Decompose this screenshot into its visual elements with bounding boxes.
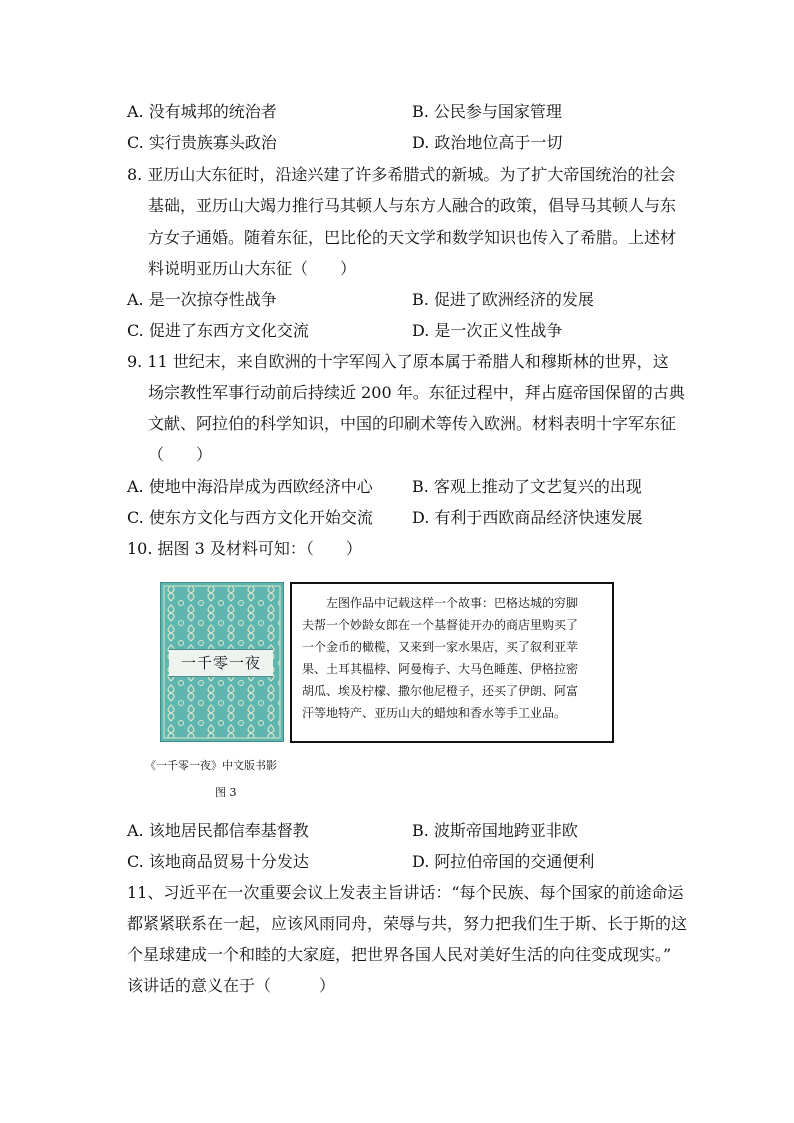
material-line-3: 一个金币的橄榄，又来到一家水果店，买了叙利亚苹 [302,640,579,654]
material-line-1: 左图作品中记载这样一个故事：巴格达城的穷脚 [302,596,579,610]
book-cover-image [160,582,284,742]
material-line-5: 胡瓜、埃及柠檬、撒尔他尼橙子，还买了伊朗、阿富 [302,684,579,698]
q8-stem-line-1: 8. 亚历山大东征时，沿途兴建了许多希腊式的新城。为了扩大帝国统治的社会 [127,165,676,184]
q7-option-d: D. 政治地位高于一切 [412,133,563,152]
q9-option-c: C. 使东方文化与西方文化开始交流 [127,508,373,527]
q8-stem-line-3: 方女子通婚。随着东征，巴比伦的天文学和数学知识也传入了希腊。上述材 [148,228,677,247]
material-line-4: 果、土耳其榅桲、阿曼梅子、大马色睡莲、伊格拉密 [302,662,579,676]
q7-option-b: B. 公民参与国家管理 [412,102,562,121]
material-line-6: 汗等地特产、亚历山大的蜡烛和香水等手工业品。 [302,706,567,720]
q8-option-d: D. 是一次正义性战争 [412,321,563,340]
q9-stem-line-4: （ ） [148,445,213,464]
q9-stem-line-2: 场宗教性军事行动前后持续近 200 年。东征过程中，拜占庭帝国保留的古典 [148,383,685,402]
q10-option-b: B. 波斯帝国地跨亚非欧 [412,821,578,840]
q11-stem-line-3: 个星球建成一个和睦的大家庭，把世界各国人民对美好生活的向往变成现实。” [127,945,672,964]
material-line-2: 夫帮一个妙龄女郎在一个基督徒开办的商店里购买了 [302,618,579,632]
q8-stem-line-2: 基础，亚历山大竭力推行马其顿人与东方人融合的政策，倡导马其顿人与东 [148,196,677,215]
q7-option-a: A. 没有城邦的统治者 [127,102,277,121]
figure-label: 图 3 [215,786,237,799]
q11-stem-line-1: 11、习近平在一次重要会议上发表主旨讲话：“每个民族、每个国家的前途命运 [127,883,684,902]
q9-stem-line-1: 9. 11 世纪末，来自欧洲的十字军闯入了原本属于希腊人和穆斯林的世界，这 [127,352,669,371]
figure-caption: 《一千零一夜》中文版书影 [145,759,277,772]
q8-option-c: C. 促进了东西方文化交流 [127,321,309,340]
q9-option-d: D. 有利于西欧商品经济快速发展 [412,508,643,527]
q7-option-c: C. 实行贵族寡头政治 [127,133,277,152]
q8-option-a: A. 是一次掠夺性战争 [127,290,277,309]
q8-stem-line-4: 料说明亚历山大东征（ ） [148,259,357,278]
q10-stem: 10. 据图 3 及材料可知：（ ） [127,539,362,558]
book-title: 一千零一夜 [169,649,273,677]
q9-option-a: A. 使地中海沿岸成为西欧经济中心 [127,477,373,496]
q10-option-d: D. 阿拉伯帝国的交通便利 [412,852,595,871]
q10-option-a: A. 该地居民都信奉基督教 [127,821,309,840]
q9-stem-line-3: 文献、阿拉伯的科学知识，中国的印刷术等传入欧洲。材料表明十字军东征 [148,414,677,433]
q11-stem-line-4: 该讲话的意义在于（ ） [127,976,336,995]
q10-option-c: C. 该地商品贸易十分发达 [127,852,309,871]
q11-stem-line-2: 都紧紧联系在一起，应该风雨同舟，荣辱与共，努力把我们生于斯、长于斯的这 [127,914,688,933]
q9-option-b: B. 客观上推动了文艺复兴的出现 [412,477,642,496]
q10-material-box [290,582,614,743]
q8-option-b: B. 促进了欧洲经济的发展 [412,290,594,309]
